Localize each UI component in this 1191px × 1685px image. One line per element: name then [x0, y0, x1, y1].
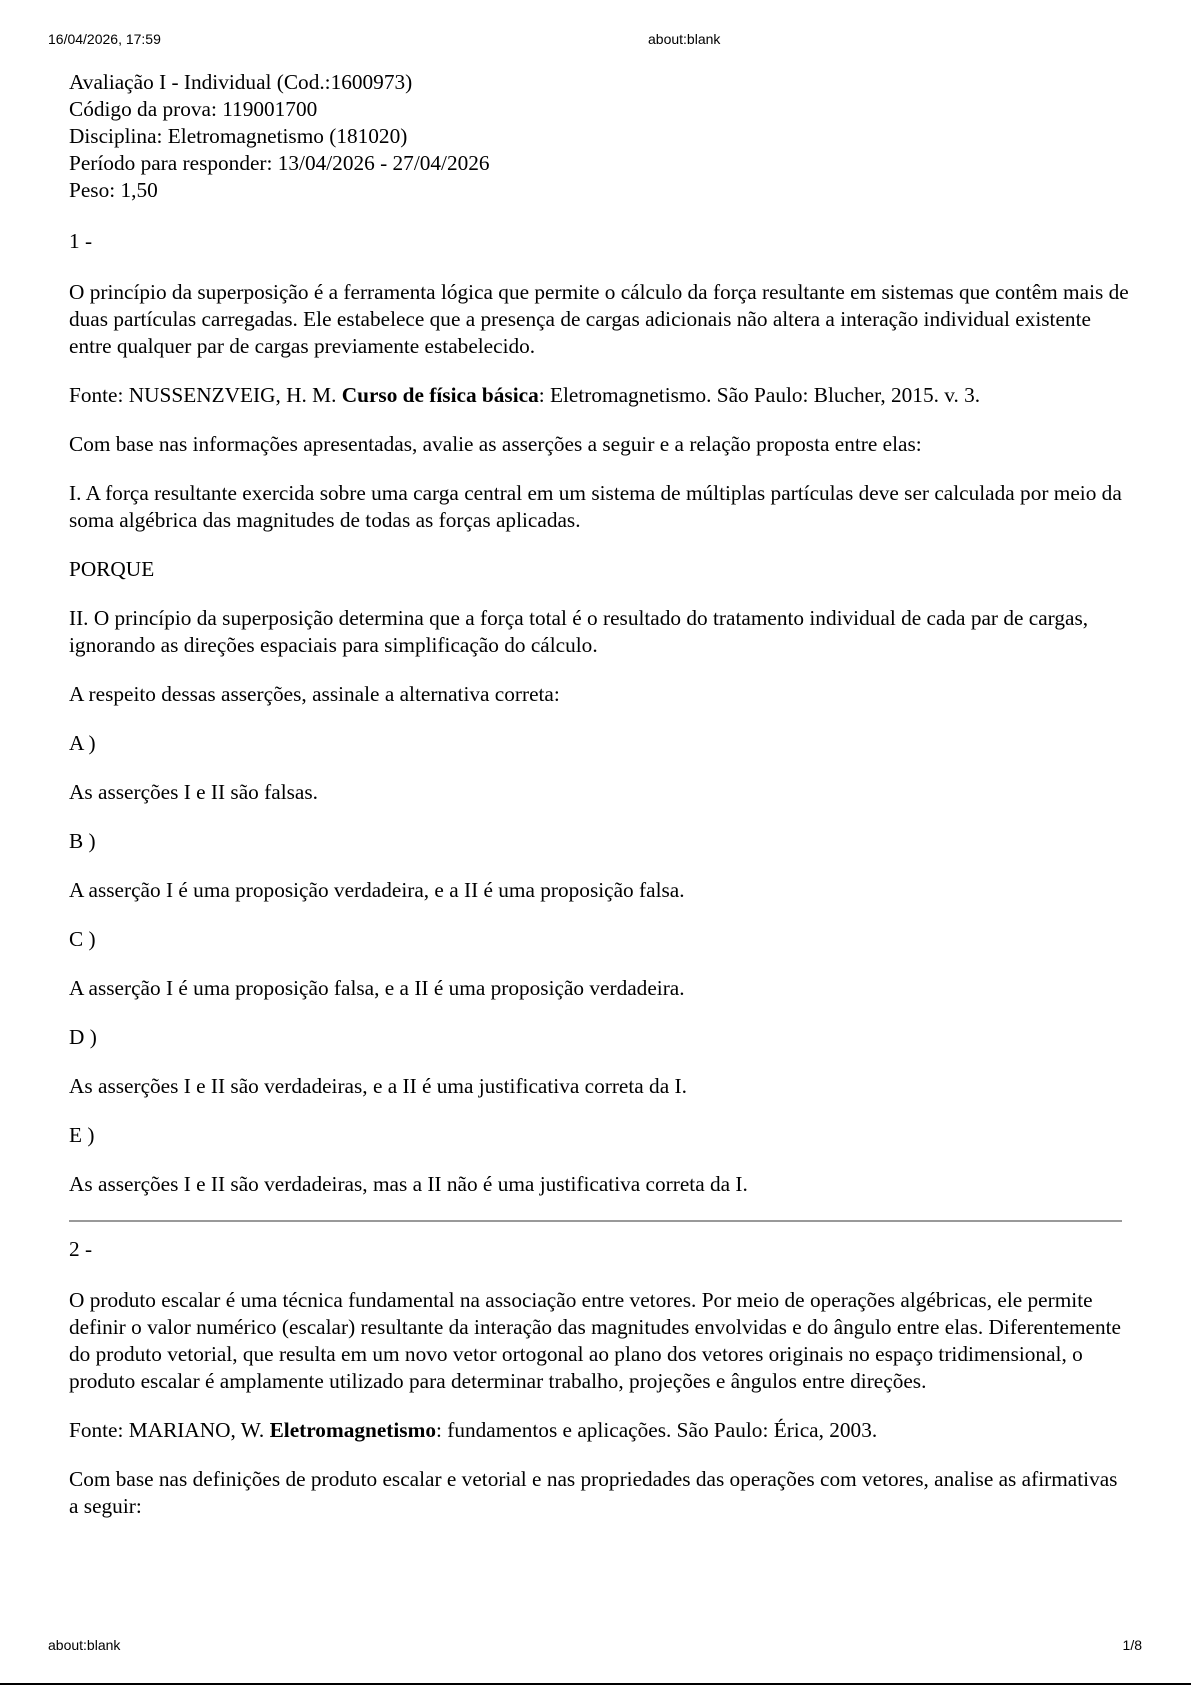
page-indicator: 1/8 [1122, 1637, 1142, 1653]
exam-metadata [69, 69, 1129, 204]
question-statement: O princípio da superposição é a ferramenta lógica que permite o cálculo da força resultante em sistemas que contêm mais de duas partículas carregadas. Ele estabelece que a presença de cargas adicionais não altera a interação individual existente entre qualquer par de cargas previamente estabelecido. [69, 280, 1129, 358]
option-letter[interactable]: A ) [69, 731, 96, 755]
question-number: 1 - [69, 229, 93, 253]
source-prefix: Fonte: MARIANO, W. [69, 1418, 270, 1442]
question-instruction: Com base nas informações apresentadas, avalie as asserções a seguir e a relação proposta entre elas: [69, 432, 922, 456]
print-url: about:blank [48, 1637, 121, 1653]
option-letter[interactable]: B ) [69, 829, 96, 853]
option-d[interactable] [69, 1024, 1129, 1100]
source-suffix: : Eletromagnetismo. São Paulo: Blucher, 2015. v. 3. [538, 383, 981, 407]
option-c[interactable] [69, 926, 1129, 1002]
option-letter[interactable]: D ) [69, 1025, 97, 1049]
question-divider [69, 1220, 1122, 1222]
option-letter[interactable]: E ) [69, 1123, 95, 1147]
source-title: Eletromagnetismo [269, 1418, 436, 1442]
assertion-connector: PORQUE [69, 557, 155, 581]
question-number: 2 - [69, 1237, 93, 1261]
question-statement: O produto escalar é uma técnica fundamental na associação entre vetores. Por meio de operações algébricas, ele permite definir o valor numérico (escalar) resultante da interação das magnitudes envolvidas e do ângulo entre elas. Diferentemente do produto vetorial, que resulta em um novo vetor ortogonal ao plano dos vetores originais no espaço tridimensional, o produto escalar é amplamente utilizado para determinar trabalho, projeções e ângulos entre direções. [69, 1288, 1121, 1393]
source-title: Curso de física básica [341, 383, 539, 407]
option-a[interactable] [69, 730, 1129, 806]
exam-weight: Peso: 1,50 [69, 178, 158, 202]
assertion-2: II. O princípio da superposição determina que a força total é o resultado do tratamento individual de cada par de cargas, ignorando as direções espaciais para simplificação do cálculo. [69, 606, 1089, 657]
option-b[interactable] [69, 828, 1129, 904]
option-text[interactable]: As asserções I e II são falsas. [69, 780, 318, 804]
exam-period: Período para responder: 13/04/2026 - 27/04/2026 [69, 151, 490, 175]
exam-code: Código da prova: 119001700 [69, 97, 318, 121]
question-source [69, 1417, 1129, 1444]
exam-discipline: Disciplina: Eletromagnetismo (181020) [69, 124, 408, 148]
print-page-title: about:blank [648, 31, 721, 47]
print-header [0, 31, 1191, 51]
question-source [69, 382, 1129, 409]
source-prefix: Fonte: NUSSENZVEIG, H. M. [69, 383, 342, 407]
question-instruction: Com base nas definições de produto escalar e vetorial e nas propriedades das operações com vetores, analise as afirmativas a seguir: [69, 1467, 1118, 1518]
option-text[interactable]: A asserção I é uma proposição falsa, e a II é uma proposição verdadeira. [69, 976, 685, 1000]
option-e[interactable] [69, 1122, 1129, 1198]
print-footer [0, 1637, 1191, 1657]
option-text[interactable]: As asserções I e II são verdadeiras, e a II é uma justificativa correta da I. [69, 1074, 687, 1098]
option-text[interactable]: A asserção I é uma proposição verdadeira, e a II é uma proposição falsa. [69, 878, 685, 902]
question-2 [69, 1236, 1129, 1520]
question-1 [69, 228, 1129, 1198]
option-letter[interactable]: C ) [69, 927, 96, 951]
option-text[interactable]: As asserções I e II são verdadeiras, mas a II não é uma justificativa correta da I. [69, 1172, 748, 1196]
assertion-1: I. A força resultante exercida sobre uma carga central em um sistema de múltiplas partículas deve ser calculada por meio da soma algébrica das magnitudes de todas as forças aplicadas. [69, 481, 1122, 532]
exam-document [69, 69, 1129, 1520]
source-suffix: : fundamentos e aplicações. São Paulo: Érica, 2003. [435, 1418, 878, 1442]
exam-title: Avaliação I - Individual (Cod.:1600973) [69, 70, 413, 94]
print-datetime: 16/04/2026, 17:59 [48, 31, 161, 47]
question-prompt: A respeito dessas asserções, assinale a alternativa correta: [69, 682, 560, 706]
